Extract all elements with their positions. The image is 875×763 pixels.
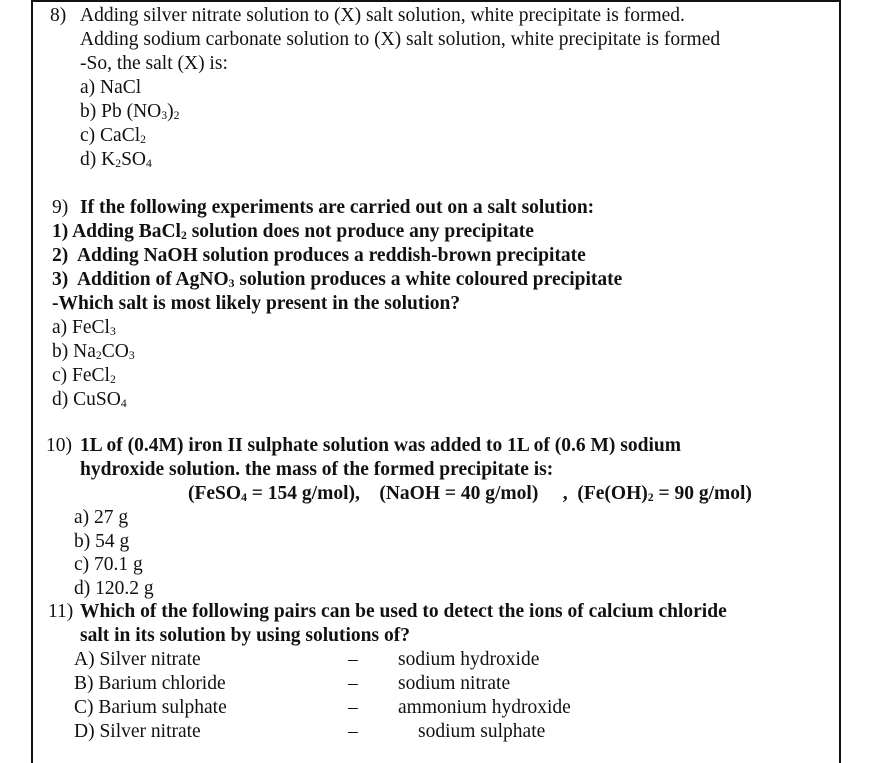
question-prompt: -Which salt is most likely present in the solution? [52,293,461,314]
option-label: A) [74,649,95,670]
question-text-line: Adding silver nitrate solution to (X) salt solution, white precipitate is formed. [80,5,685,26]
question-number: 11) [48,601,74,622]
option-c[interactable] [52,364,116,388]
experiment-3: 3) Addition of AgNO$_3$ solution produces a white coloured precipitate [52,269,623,290]
option-right-text: ammonium hydroxide [398,697,571,718]
option-text: FeCl$_2$ [72,365,116,386]
option-b[interactable] [80,100,179,124]
option-label: b) [52,341,69,362]
option-text: 27 g [94,507,129,528]
question-text-line: -So, the salt (X) is: [80,53,228,74]
option-left-text: Barium chloride [98,673,226,694]
option-right-text: sodium sulphate [418,721,546,742]
table-right-border [839,0,841,763]
option-d[interactable] [52,388,127,412]
dash-separator: – [348,721,358,742]
option-label: a) [80,77,96,98]
option-left-text: Silver nitrate [99,649,201,670]
option-label: d) [80,149,97,170]
question-text-line: hydroxide solution. the mass of the formed precipitate is: [80,459,554,480]
option-right-text: sodium nitrate [398,673,511,694]
option-label: d) [52,389,69,410]
option-text: CuSO$_4$ [73,389,127,410]
option-b[interactable] [74,530,129,554]
question-number: 8) [50,5,67,26]
question-text-line: Which of the following pairs can be used to detect the ions of calcium chloride [80,601,727,622]
option-right-text: sodium hydroxide [398,649,540,670]
option-c[interactable] [74,553,143,577]
option-left-text: Silver nitrate [99,721,201,742]
table-top-border [31,0,841,2]
option-d[interactable] [74,577,154,601]
experiment-1: 1) Adding BaCl$_2$ solution does not produce any precipitate [52,221,534,242]
experiment-2: 2) Adding NaOH solution produces a reddish-brown precipitate [52,245,586,266]
option-c[interactable] [80,124,146,148]
option-label: D) [74,721,95,742]
question-text-line: Adding sodium carbonate solution to (X) salt solution, white precipitate is formed [80,29,721,50]
option-label: c) [80,125,96,146]
option-a[interactable] [74,506,128,530]
option-left-text: Barium sulphate [98,697,227,718]
question-number: 10) [46,435,72,456]
table-left-border [31,0,33,763]
option-label: b) [80,101,97,122]
option-label: C) [74,697,94,718]
option-text: 70.1 g [94,554,143,575]
dash-separator: – [348,673,358,694]
dash-separator: – [348,697,358,718]
option-text: 54 g [95,531,130,552]
question-text-line: salt in its solution by using solutions of? [80,625,410,646]
option-d[interactable] [80,148,152,172]
option-a[interactable] [80,76,141,100]
option-text: NaCl [100,77,142,98]
option-b[interactable] [52,340,135,364]
molar-masses: (FeSO$_4$ = 154 g/mol), (NaOH = 40 g/mol) , ($Fe(OH)_2 = 90$ g/mol) [188,483,752,504]
dash-separator: – [348,649,358,670]
option-text: $Na_2CO_3$ [73,341,135,362]
option-text: FeCl$_3$ [72,317,116,338]
question-text-line: 1L of (0.4M) iron II sulphate solution was added to 1L of (0.6 M) sodium [80,435,681,456]
option-text: 120.2 g [95,578,154,599]
option-label: c) [74,554,90,575]
option-label: a) [74,507,90,528]
question-number: 9) [52,197,69,218]
option-text: CaCl$_2$ [100,125,146,146]
option-text: $K_2SO_4$ [101,149,152,170]
option-label: B) [74,673,94,694]
option-label: b) [74,531,91,552]
option-label: d) [74,578,91,599]
option-a[interactable] [52,316,116,340]
question-stem: If the following experiments are carried out on a salt solution: [80,197,595,218]
option-label: a) [52,317,68,338]
option-label: c) [52,365,68,386]
option-text: Pb $(NO_3)_2$ [101,101,180,122]
